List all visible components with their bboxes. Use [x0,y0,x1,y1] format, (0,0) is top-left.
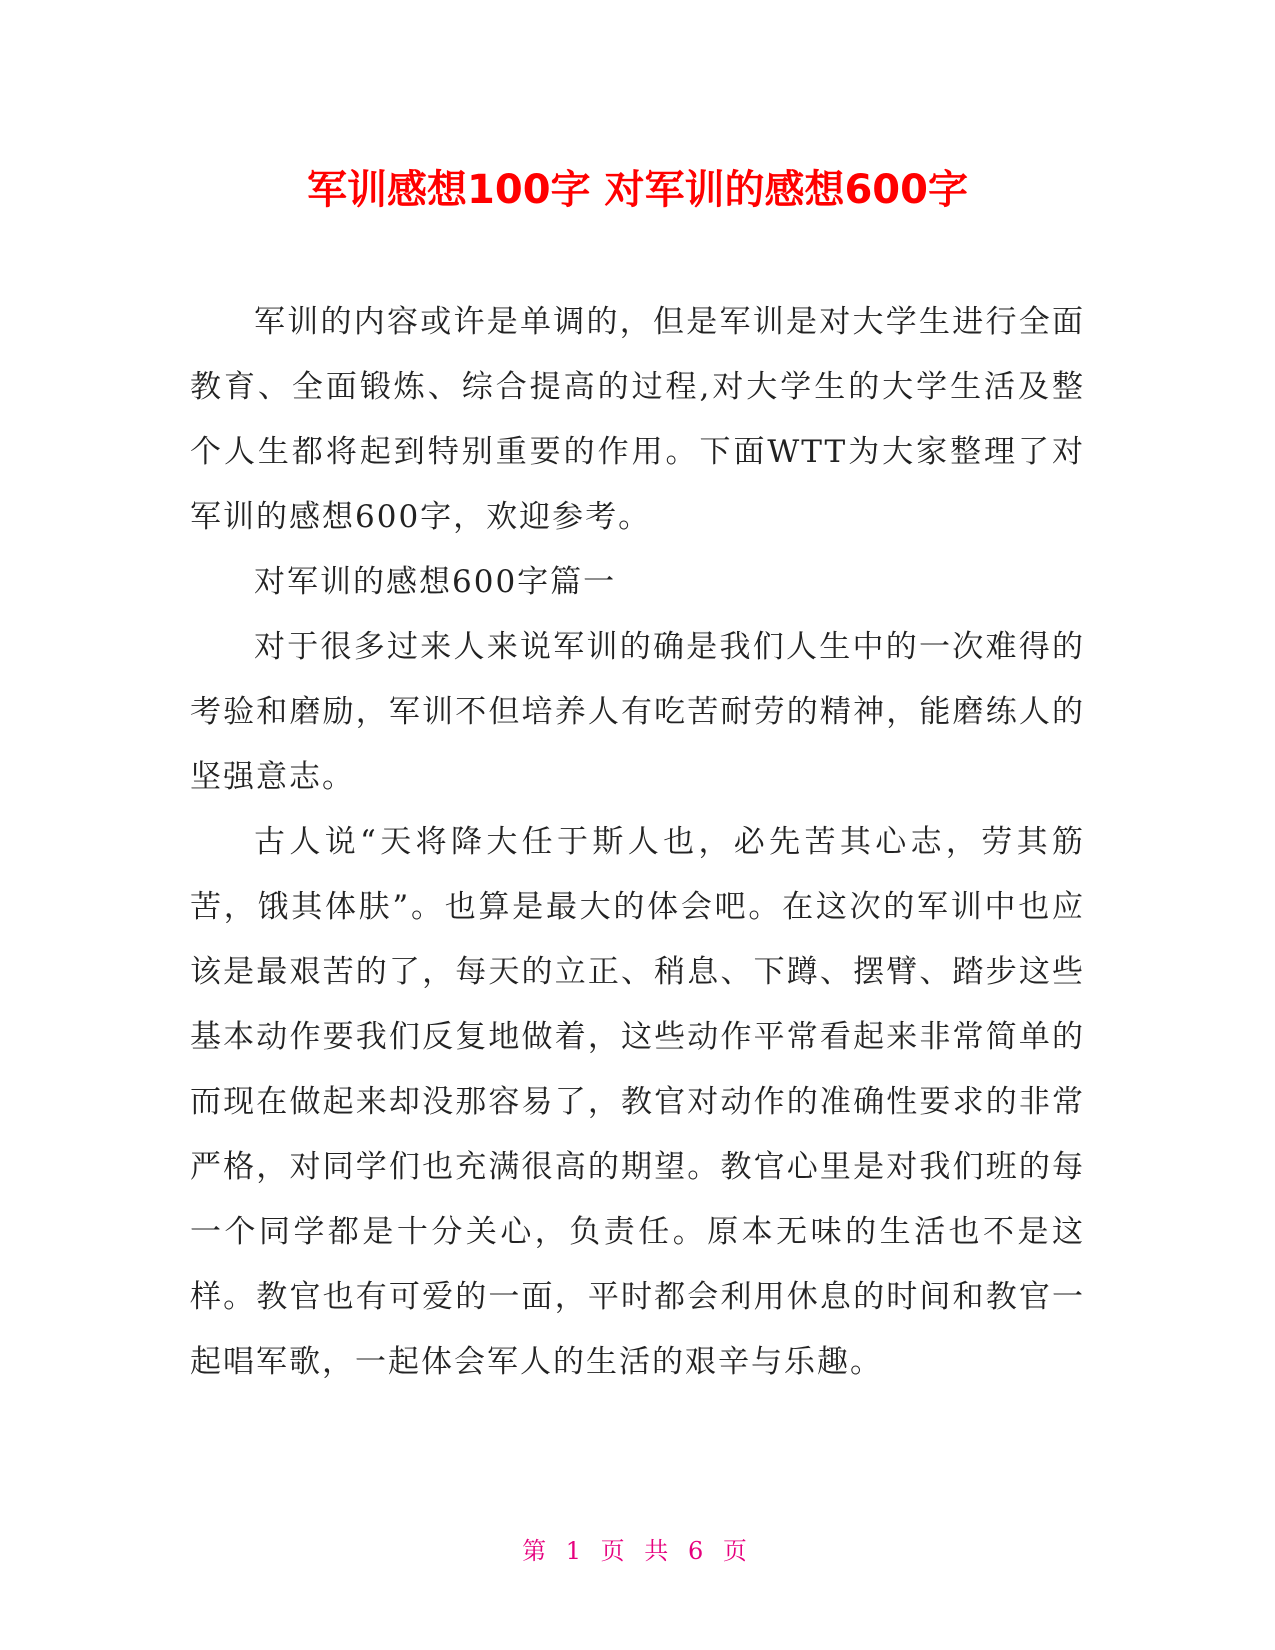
section-heading: 对军训的感想600字篇一 [254,564,617,600]
document-title: 军训感想100字 对军训的感想600字 [307,167,968,213]
document-body [190,290,1085,1395]
intro-paragraph: 军训的内容或许是单调的，但是军训是对大学生进行全面教育、全面锻炼、综合提高的过程,对大学生的大学生活及整个人生都将起到特别重要的作用。下面WTT为大家整理了对军训的感想600字，欢迎参考。 [190,304,1085,535]
body-paragraph: 对于很多过来人来说军训的确是我们人生中的一次难得的考验和磨励，军训不但培养人有吃苦耐劳的精神，能磨练人的坚强意志。 [190,629,1085,795]
body-paragraph: 古人说“天将降大任于斯人也，必先苦其心志，劳其筋苦，饿其体肤”。也算是最大的体会吧。在这次的军训中也应该是最艰苦的了，每天的立正、稍息、下蹲、摆臂、踏步这些基本动作要我们反复地做着，这些动作平常看起来非常简单的而现在做起来却没那容易了，教官对动作的准确性要求的非常严格，对同学们也充满很高的期望。教官心里是对我们班的每一个同学都是十分关心，负责任。原本无味的生活也不是这样。教官也有可爱的一面，平时都会利用休息的时间和教官一起唱军歌，一起体会军人的生活的艰辛与乐趣。 [190,824,1085,1380]
page-number-footer: 第 1 页 共 6 页 [522,1537,753,1565]
